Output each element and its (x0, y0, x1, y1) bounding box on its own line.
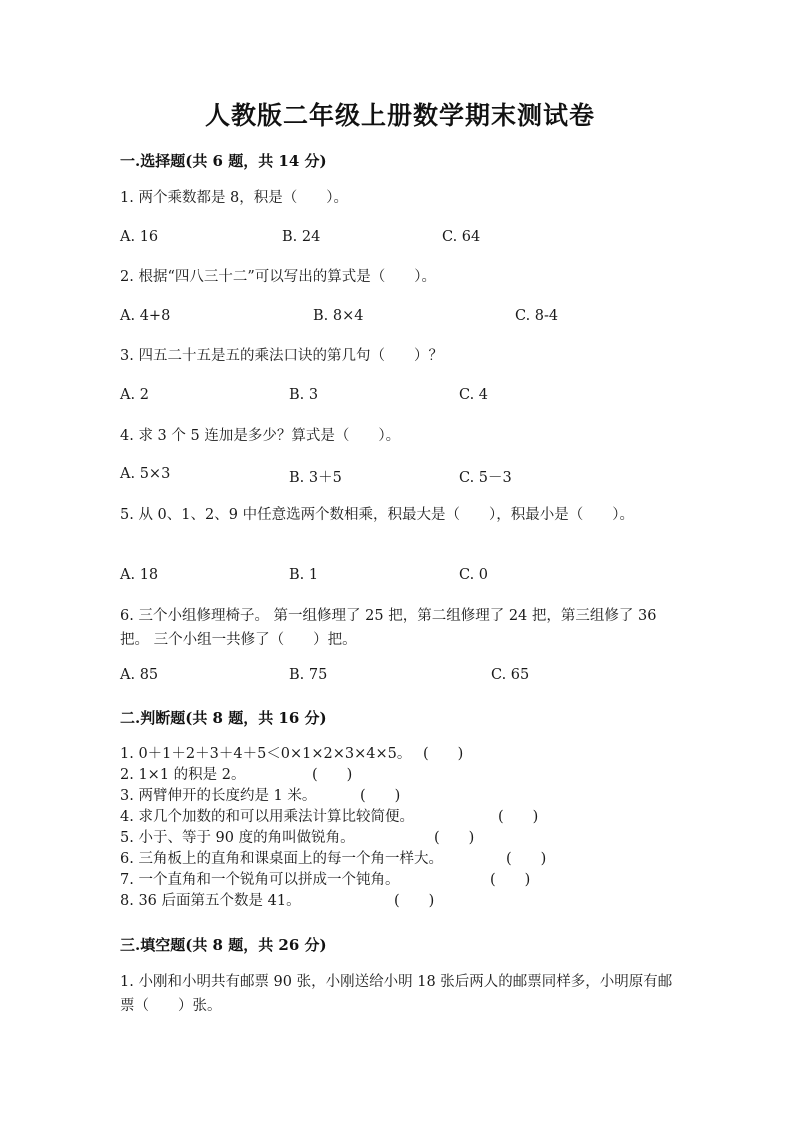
answer-parentheses: ( ) (434, 830, 475, 846)
choice-question-2: 2. 根据“四八三十二”可以写出的算式是（ ）。 (120, 269, 437, 285)
judge-item-5 (120, 828, 680, 849)
option-b: B. 8×4 (313, 308, 364, 324)
judge-text: 5. 小于、等于 90 度的角叫做锐角。 (120, 830, 355, 846)
section-heading-choice: 一.选择题(共 6 题，共 14 分) (120, 152, 327, 170)
section-heading-fill: 三.填空题(共 8 题，共 26 分) (120, 936, 327, 954)
choice-question-3: 3. 四五二十五是五的乘法口诀的第几句（ ）？ (120, 348, 443, 364)
option-a: A. 5×3 (120, 466, 171, 482)
choice-options-4 (120, 466, 680, 486)
judge-item-8 (120, 891, 680, 912)
judge-text: 8. 36 后面第五个数是 41。 (120, 893, 301, 909)
judge-item-1 (120, 744, 680, 765)
judge-text: 2. 1×1 的积是 2。 (120, 767, 246, 783)
answer-parentheses: ( ) (394, 893, 435, 909)
choice-question-4: 4. 求 3 个 5 连加是多少？算式是（ ）。 (120, 428, 401, 444)
answer-parentheses: ( ) (498, 809, 539, 825)
option-c: C. 8-4 (515, 308, 559, 324)
section-heading-judge: 二.判断题(共 8 题，共 16 分) (120, 709, 327, 727)
choice-question-6: 6. 三个小组修理椅子。 第一组修理了 25 把，第二组修理了 24 把，第三组修了 36 把。 三个小组一共修了（ ）把。 (120, 608, 657, 648)
answer-parentheses: ( ) (490, 872, 531, 888)
judge-item-7 (120, 870, 680, 891)
option-c: C. 0 (459, 567, 489, 583)
option-c: C. 5－3 (459, 470, 512, 486)
judge-list (120, 744, 680, 912)
choice-options-5 (120, 567, 680, 587)
option-a: A. 4+8 (120, 308, 171, 324)
answer-parentheses: ( ) (506, 851, 547, 867)
choice-options-6 (120, 667, 680, 687)
choice-options-2 (120, 308, 680, 328)
option-b: B. 3＋5 (289, 470, 342, 486)
answer-parentheses: ( ) (360, 788, 401, 804)
option-a: A. 16 (120, 229, 159, 245)
choice-question-1: 1. 两个乘数都是 8，积是（ ）。 (120, 190, 349, 206)
answer-parentheses: ( ) (423, 746, 464, 762)
judge-text: 4. 求几个加数的和可以用乘法计算比较简便。 (120, 809, 414, 825)
answer-parentheses: ( ) (312, 767, 353, 783)
option-c: C. 4 (459, 387, 489, 403)
judge-item-2 (120, 765, 680, 786)
choice-options-3 (120, 387, 680, 407)
option-a: A. 85 (120, 667, 159, 683)
option-b: B. 75 (289, 667, 328, 683)
option-c: C. 64 (442, 229, 481, 245)
fill-question-1: 1. 小刚和小明共有邮票 90 张，小刚送给小明 18 张后两人的邮票同样多，小明原有邮票（ ）张。 (120, 974, 673, 1014)
judge-text: 3. 两臂伸开的长度约是 1 米。 (120, 788, 317, 804)
choice-question-5: 5. 从 0、1、2、9 中任意选两个数相乘，积最大是（ ），积最小是（ ）。 (120, 507, 635, 523)
page-title: 人教版二年级上册数学期末测试卷 (204, 101, 595, 130)
option-a: A. 18 (120, 567, 159, 583)
judge-item-6 (120, 849, 680, 870)
option-b: B. 24 (282, 229, 321, 245)
option-b: B. 1 (289, 567, 319, 583)
judge-text: 7. 一个直角和一个锐角可以拼成一个钝角。 (120, 872, 400, 888)
option-b: B. 3 (289, 387, 319, 403)
judge-text: 6. 三角板上的直角和课桌面上的每一个角一样大。 (120, 851, 443, 867)
judge-item-3 (120, 786, 680, 807)
judge-text: 1. 0＋1＋2＋3＋4＋5＜0×1×2×3×4×5。 (120, 746, 412, 762)
choice-options-1 (120, 229, 680, 249)
option-c: C. 65 (491, 667, 530, 683)
option-a: A. 2 (120, 387, 149, 403)
judge-item-4 (120, 807, 680, 828)
